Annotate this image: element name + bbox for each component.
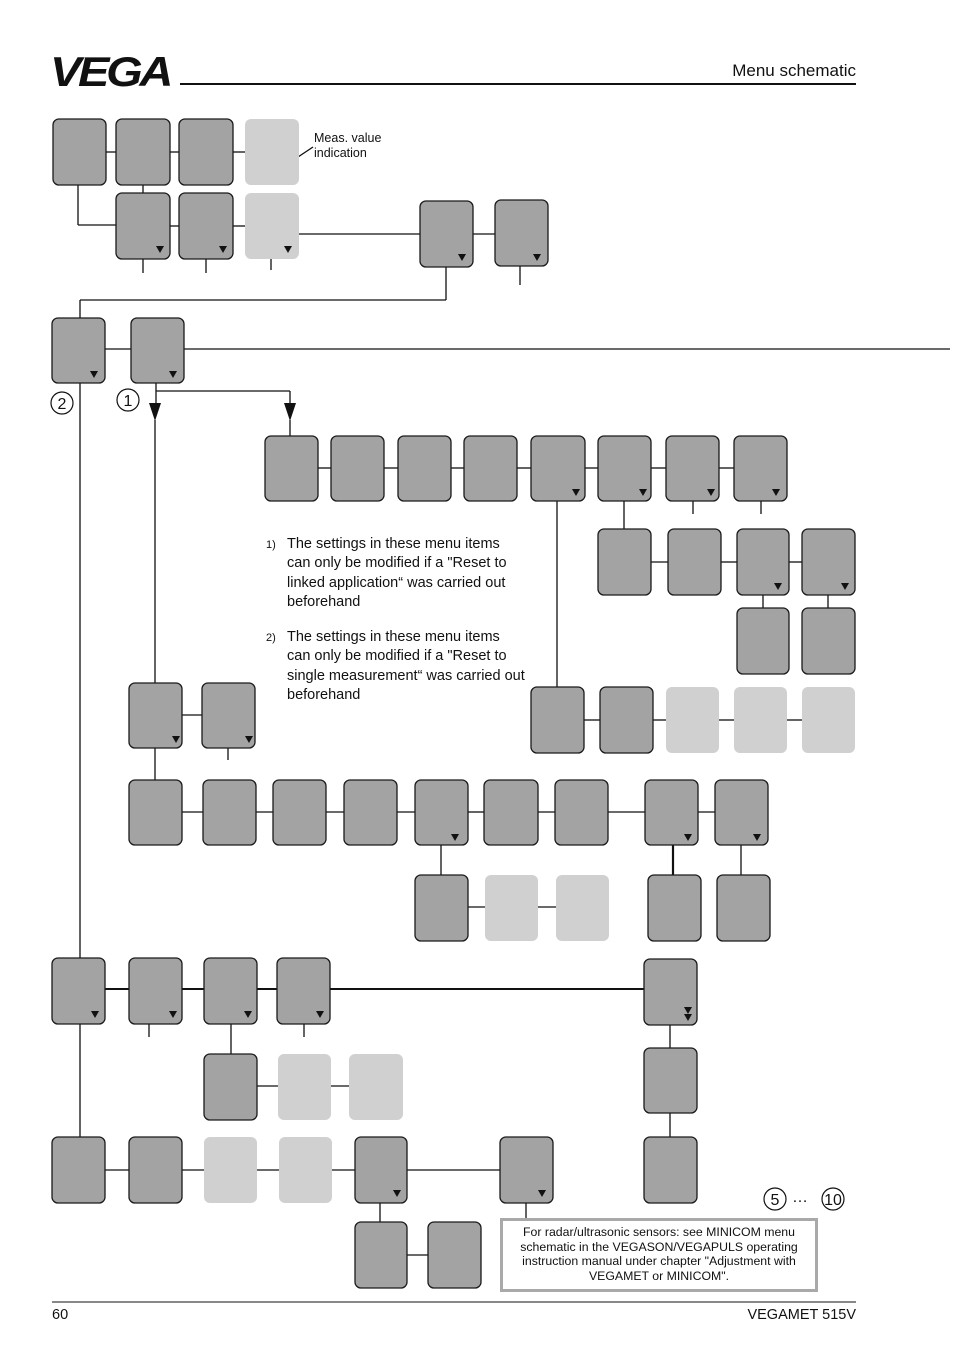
info-line: For radar/ultrasonic sensors: see MINICOM menu [523,1225,795,1239]
footnote-2-text: The settings in these menu items can only be modified if a "Reset to single measurement“ was carried out beforehand [287,629,525,703]
menu-box [273,780,326,845]
menu-box [355,1222,407,1288]
menu-box [203,780,256,845]
menu-box [344,780,397,845]
menu-box [668,529,721,595]
info-line: instruction manual under chapter "Adjustment with [522,1254,796,1268]
menu-box [131,318,184,383]
info-box-text [505,1225,813,1283]
info-line: schematic in the VEGASON/VEGAPULS operating [520,1239,798,1254]
product-name: VEGAMET 515V [747,1307,856,1323]
menu-box [129,780,182,845]
meas-value-label-line2: indication [314,146,367,160]
menu-box [116,119,170,185]
footnote-2-number: 2) [266,632,276,644]
svg-text:1: 1 [123,393,133,410]
menu-box [53,119,106,185]
menu-box [802,608,855,674]
menu-box [644,1048,697,1113]
menu-box [500,1137,553,1203]
svg-text:5: 5 [770,1192,780,1209]
menu-box [600,687,653,753]
info-box [500,1218,818,1292]
menu-box [598,529,651,595]
menu-box [204,1054,257,1120]
circled-marker-2 [51,392,73,414]
menu-box [415,780,468,845]
menu-box [398,436,451,501]
circled-marker-1 [117,389,139,411]
footnote-1-number: 1) [266,539,276,551]
menu-box [734,436,787,501]
page-number: 60 [52,1307,69,1323]
arrowhead-down [284,403,296,421]
menu-box [737,608,789,674]
menu-box [331,436,384,501]
menu-box-light [666,687,719,753]
menu-box-light [734,687,787,753]
menu-box [464,436,517,501]
menu-box-light [556,875,609,941]
menu-box [129,1137,182,1203]
menu-box [555,780,608,845]
page-title: Menu schematic [732,61,856,80]
svg-text:2: 2 [57,396,67,413]
menu-box [484,780,538,845]
arrowhead-down [149,403,161,421]
menu-box-light [245,119,299,185]
footnote-1-text: The settings in these menu items can only be modified if a "Reset to linked application“ was carried out beforehand [287,536,507,610]
menu-box-light [485,875,538,941]
menu-box [415,875,468,941]
info-line: VEGAMET or MINICOM". [588,1268,730,1283]
meas-value-label [314,131,424,161]
menu-box [737,529,789,595]
menu-box [420,201,473,267]
menu-box [717,875,770,941]
menu-box-light [279,1137,332,1203]
menu-box [495,200,548,266]
meas-value-label-line1: Meas. value [314,131,382,145]
menu-box [52,318,105,383]
vega-logo [50,48,171,95]
menu-box-light [349,1054,403,1120]
menu-box [644,1137,697,1203]
marker-range-dots: … [792,1189,808,1206]
menu-box [648,875,701,941]
menu-box [265,436,318,501]
menu-box [179,119,233,185]
menu-box-light [245,193,299,259]
menu-box-light [278,1054,331,1120]
menu-box [531,687,584,753]
circled-marker-5 [764,1188,786,1210]
menu-box [428,1222,481,1288]
svg-text:VEGA: VEGA [50,48,171,95]
svg-text:10: 10 [824,1192,842,1209]
menu-box [52,1137,105,1203]
menu-box-light [802,687,855,753]
menu-box-light [204,1137,257,1203]
circled-marker-10 [822,1188,844,1210]
